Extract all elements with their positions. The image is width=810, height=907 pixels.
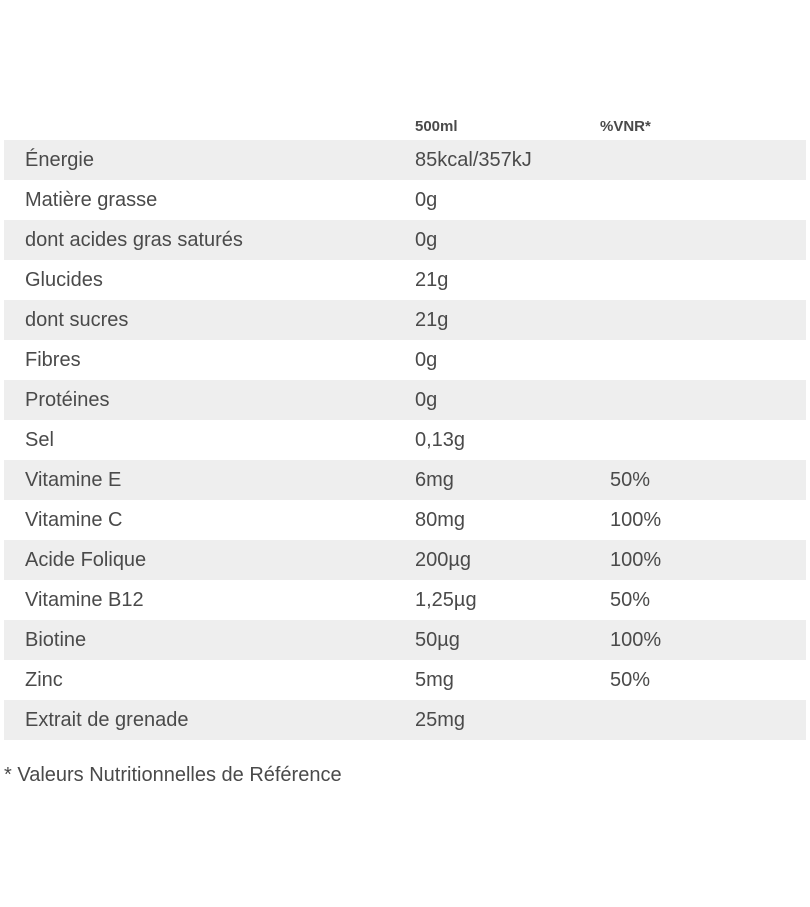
header-portion: 500ml	[415, 118, 458, 135]
table-row	[4, 380, 806, 420]
table-row	[4, 460, 806, 500]
nutrient-vnr: 100%	[610, 629, 662, 651]
nutrient-name: Extrait de grenade	[25, 709, 189, 731]
table-header	[4, 112, 806, 140]
table-row	[4, 580, 806, 620]
table-row	[4, 140, 806, 180]
nutrient-amount: 25mg	[415, 709, 466, 731]
table-row	[4, 260, 806, 300]
nutrient-name: Sel	[25, 429, 54, 451]
nutrient-vnr: 50%	[610, 589, 651, 611]
nutrient-amount: 80mg	[415, 509, 466, 531]
nutrient-name: Protéines	[25, 389, 110, 411]
nutrient-amount: 0g	[415, 229, 438, 251]
table-row	[4, 660, 806, 700]
nutrient-name: Vitamine B12	[25, 589, 144, 611]
nutrient-name: Énergie	[25, 149, 94, 171]
nutrient-amount: 21g	[415, 269, 449, 291]
nutrient-vnr: 100%	[610, 509, 662, 531]
table-row	[4, 420, 806, 460]
nutrition-table	[4, 112, 806, 740]
nutrient-amount: 50µg	[415, 629, 460, 651]
table-row	[4, 220, 806, 260]
header-vnr: %VNR*	[600, 118, 651, 135]
table-row	[4, 620, 806, 660]
table-row	[4, 700, 806, 740]
nutrient-amount: 1,25µg	[415, 589, 477, 611]
nutrient-amount: 85kcal/357kJ	[415, 149, 532, 171]
nutrient-name: Fibres	[25, 349, 81, 371]
table-row	[4, 340, 806, 380]
nutrient-name: dont sucres	[25, 309, 129, 331]
nutrient-name: Vitamine E	[25, 469, 122, 491]
table-row	[4, 180, 806, 220]
nutrient-amount: 5mg	[415, 669, 454, 691]
nutrient-name: Zinc	[25, 669, 63, 691]
nutrient-name: Biotine	[25, 629, 87, 651]
nutrient-amount: 6mg	[415, 469, 454, 491]
nutrient-amount: 21g	[415, 309, 449, 331]
nutrient-amount: 200µg	[415, 549, 472, 571]
nutrient-name: Matière grasse	[25, 189, 158, 211]
nutrient-amount: 0g	[415, 349, 438, 371]
nutrient-amount: 0g	[415, 389, 438, 411]
nutrient-amount: 0g	[415, 189, 438, 211]
nutrient-name: Vitamine C	[25, 509, 123, 531]
nutrient-name: Glucides	[25, 269, 103, 291]
table-row	[4, 540, 806, 580]
table-row	[4, 500, 806, 540]
nutrient-vnr: 100%	[610, 549, 662, 571]
nutrient-vnr: 50%	[610, 469, 651, 491]
nutrient-amount: 0,13g	[415, 429, 466, 451]
nutrient-name: Acide Folique	[25, 549, 147, 571]
nutrient-vnr: 50%	[610, 669, 651, 691]
table-row	[4, 300, 806, 340]
nutrient-name: dont acides gras saturés	[25, 229, 243, 251]
footnote: * Valeurs Nutritionnelles de Référence	[4, 764, 342, 786]
